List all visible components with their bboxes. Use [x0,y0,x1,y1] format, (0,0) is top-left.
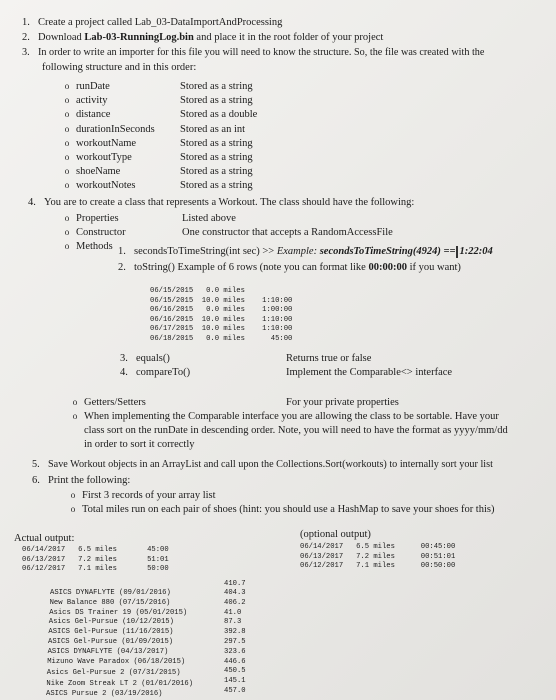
field-desc: Stored as a string [180,81,253,92]
field-desc: Stored as a string [180,180,253,192]
bullet-icon: o [64,166,70,177]
method-1: 1. secondsToTimeString(int sec) >> Example: secondsToTimeString(4924) == 1:22:04 [118,246,493,257]
bullet-icon: o [64,180,70,191]
getters-setters: o Getters/Setters [66,396,146,409]
shoe-miles: 450.5 [224,667,246,676]
field-desc: Stored as a string [180,166,253,178]
field-item [58,94,108,107]
bullet-icon: o [64,213,70,223]
actual-row: 06/12/2017 7.1 miles 50:00 [22,565,169,574]
shoe-miles: 446.6 [224,657,246,666]
print-item-2: o Total miles run on each pair of shoes (hint: you should use a HashMap to save your shoes for this) [64,503,494,516]
optional-row: 06/14/2017 6.5 miles 00:45:00 [300,543,456,551]
tostring-row: 06/16/2015 10.0 miles 1:10:00 [150,315,293,324]
shoe-name: Asics Gel-Pursue 2 (07/31/2015) [46,669,181,677]
tostring-row: 06/17/2015 10.0 miles 1:10:00 [150,325,293,334]
field-desc: Stored as an int [180,123,246,135]
shoe-miles: 323.6 [224,647,246,656]
shoe-name: ASICS Gel-Pursue (01/09/2015) [48,638,174,646]
shoe-name: Asics DS Trainer 19 (05/01/2015) [49,608,188,617]
class-part-name: Properties [76,213,119,224]
field-name: shoeName [76,166,121,178]
step-3: 3. In order to write an importer for this file you will need to know the structure. So, the file was created with the [22,47,485,58]
class-part-desc: One constructor that accepts a RandomAccessFile [182,227,393,238]
field-name: durationInSeconds [76,123,155,135]
bullet-icon: o [64,241,70,251]
shoe-name: ASICS DYNAFLYTE (09/01/2016) [50,589,171,597]
tostring-row: 06/16/2015 0.0 miles 1:00:00 [150,306,293,315]
bullet-icon: o [64,109,70,120]
step-4: 4. You are to create a class that represents a Workout. The class should have the following: [28,197,415,208]
optional-output-label: (optional output) [300,529,371,540]
class-part-name: Methods [76,241,113,252]
shoe-miles: 297.5 [224,638,246,646]
field-name: workoutType [76,152,132,163]
bullet-icon: o [64,81,70,91]
step-3-cont: following structure and in this order: [42,62,197,73]
method-desc: Implement the Comparable<> interface [286,367,453,378]
step-5: 5. Save Workout objects in an ArrayList and call upon the Collections.Sort(workouts) to internally sort your list [32,459,493,470]
shoe-name: ASICS Pursue 2 (03/19/2016) [46,690,163,699]
bullet-icon: o [70,490,76,500]
comparable-note-2: class sort on the runDate in descending order. Note, you will need to have the format as yyyy/mm/dd [84,425,508,436]
actual-output-label: Actual output: [14,533,75,544]
field-item [58,165,120,178]
field-item [58,137,136,150]
field-item [58,108,110,121]
step-6: 6. Print the following: [32,475,131,486]
method-num: 3. [120,353,128,364]
bullet-icon: o [72,397,78,407]
getters-desc: For your private properties [286,397,399,408]
bullet-icon: o [72,411,78,421]
shoe-total-first: 410.7 [224,580,246,588]
shoe-name: ASICS DYNAFLYTE (04/13/2017) [47,647,169,656]
step-1: 1. Create a project called Lab_03-DataImportAndProcessing [22,17,283,28]
class-part-item [58,226,126,239]
field-item [58,151,132,164]
bullet-icon: o [64,227,70,237]
shoe-miles: 41.0 [224,608,242,617]
method-2: 2. toString() Example of 6 rows (note you can format like 00:00:00 if you want) [118,262,461,273]
bullet-icon: o [64,123,70,134]
field-item [58,179,136,192]
bullet-icon: o [64,137,70,148]
shoe-miles: 406.2 [224,598,246,607]
shoe-miles: 145.1 [224,677,246,686]
method-name: equals() [136,353,170,364]
class-part-name: Constructor [76,227,126,238]
field-desc: Stored as a string [180,137,253,149]
print-item-1: o First 3 records of your array list [64,489,216,502]
field-item [58,123,155,136]
shoe-miles: 404.3 [224,589,246,597]
class-part-desc: Listed above [182,213,236,224]
shoe-name: New Balance 880 (07/15/2016) [49,598,171,607]
shoe-miles: 457.0 [224,687,246,695]
method-item [120,352,170,365]
field-desc: Stored as a string [180,152,253,163]
field-desc: Stored as a double [180,109,258,121]
method-item [120,366,190,379]
shoe-name: ASICS Gel-Pursue (11/16/2015) [48,628,174,637]
field-name: runDate [76,81,110,92]
optional-row: 06/12/2017 7.1 miles 00:50:00 [300,562,456,571]
shoe-name: Asics Gel-Pursue (10/12/2015) [48,618,174,627]
method-name: compareTo() [136,367,191,378]
bullet-icon: o [64,95,70,106]
shoe-name: Mizuno Wave Paradox (06/18/2015) [47,658,186,667]
field-name: workoutNotes [76,180,136,192]
bullet-icon: o [70,504,76,514]
field-name: workoutName [76,137,137,149]
step-2: 2. Download Lab-03-RunningLog.bin and place it in the root folder of your project [22,32,384,43]
shoe-miles: 87.3 [224,618,242,627]
method-num: 4. [120,367,128,378]
actual-row: 06/14/2017 6.5 miles 45:00 [22,546,169,554]
class-part-item [58,212,119,225]
field-desc: Stored as a string [180,95,253,107]
actual-row: 06/13/2017 7.2 miles 51:01 [22,555,169,564]
shoe-miles: 392.8 [224,628,246,637]
field-name: distance [76,109,111,121]
shoe-name: Nike Zoom Streak LT 2 (01/01/2016) [46,679,194,688]
comparable-note-1: o When implementing the Comparable interface you are allowing the class to be sortable. Have your [66,410,499,423]
field-name: activity [76,95,108,107]
tostring-row: 06/15/2015 0.0 miles [150,287,245,295]
bullet-icon: o [64,152,70,162]
method-desc: Returns true or false [286,353,372,364]
class-part-item [58,240,113,253]
field-item [58,80,110,93]
tostring-row: 06/15/2015 10.0 miles 1:10:00 [150,296,293,305]
comparable-note-3: in order to sort it correctly [84,439,195,450]
optional-row: 06/13/2017 7.2 miles 00:51:01 [300,552,456,561]
tostring-row: 06/18/2015 0.0 miles 45:00 [150,335,293,343]
